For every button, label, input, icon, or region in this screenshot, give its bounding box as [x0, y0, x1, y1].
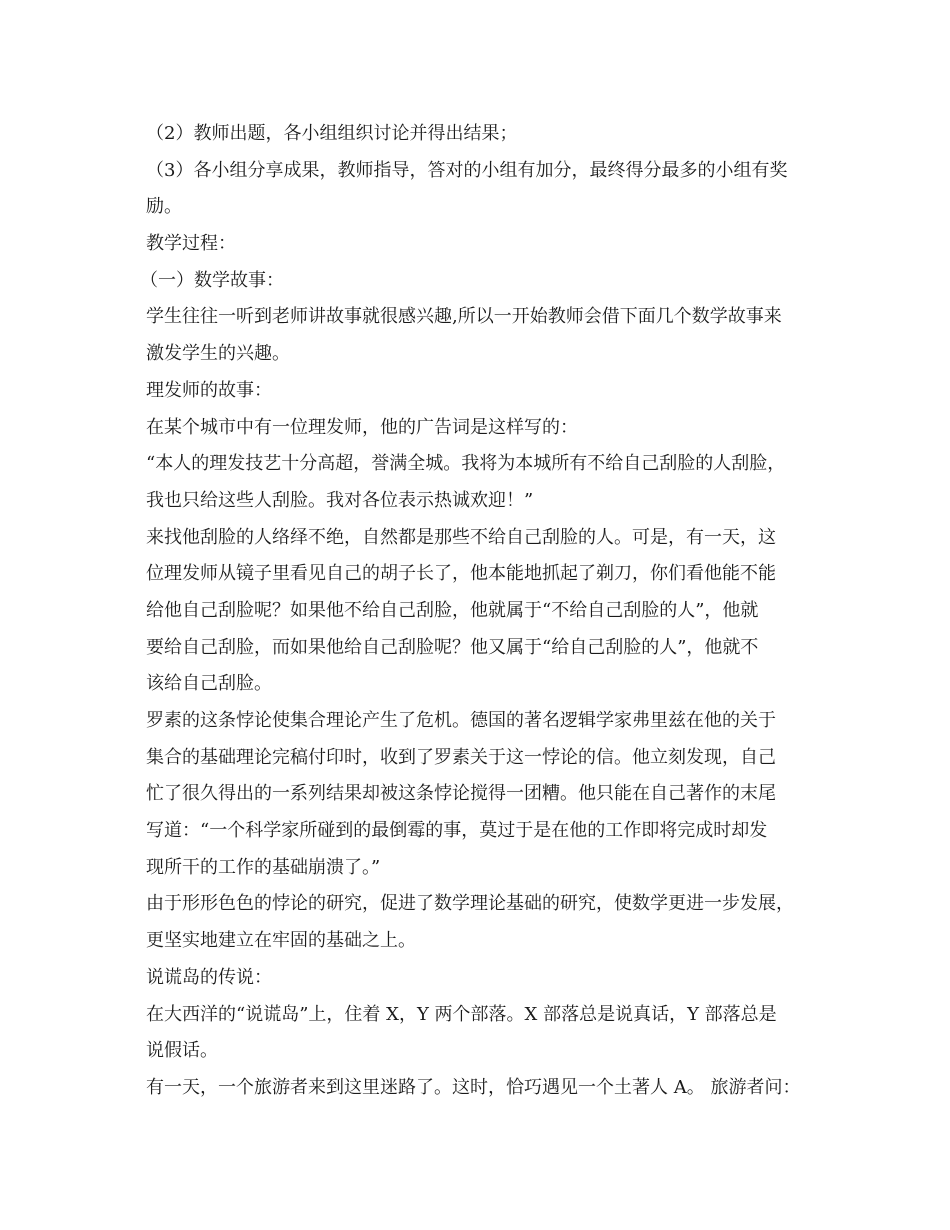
text-line: 该给自己刮脸。: [146, 673, 272, 695]
text-line: 要给自己刮脸，而如果他给自己刮脸呢？他又属于“给自己刮脸的人”，他就不: [146, 636, 759, 658]
text-line: 在大西洋的“说谎岛”上，住着 X，Y 两个部落。X 部落总是说真话，Y 部落总是: [146, 1003, 777, 1025]
text-line: 现所干的工作的基础崩溃了。”: [146, 856, 381, 878]
text-line: 说假话。: [146, 1040, 218, 1062]
text-line: 写道：“一个科学家所碰到的最倒霉的事，莫过于是在他的工作即将完成时却发: [146, 820, 768, 842]
text-line: 位理发师从镜子里看见自己的胡子长了，他本能地抓起了剃刀，你们看他能不能: [146, 563, 776, 585]
text-line: 忙了很久得出的一系列结果却被这条悖论搅得一团糟。他只能在自己著作的末尾: [146, 783, 776, 805]
text-line: 学生往往一听到老师讲故事就很感兴趣,所以一开始教师会借下面几个数学故事来: [146, 306, 782, 328]
text-line: （2）教师出题，各小组组织讨论并得出结果；: [146, 123, 518, 144]
text-line: 有一天，一个旅游者来到这里迷路了。这时，恰巧遇见一个土著人 A。 旅游者问：: [146, 1076, 801, 1098]
text-line: 集合的基础理论完稿付印时，收到了罗素关于这一悖论的信。他立刻发现，自己: [146, 746, 776, 768]
text-line: 在某个城市中有一位理发师，他的广告词是这样写的：: [146, 416, 578, 438]
document-body: [140, 116, 810, 1107]
text-line: 由于形形色色的悖论的研究，促进了数学理论基础的研究，使数学更进一步发展，: [146, 893, 794, 915]
text-line: 激发学生的兴趣。: [146, 343, 290, 365]
text-line: 励。: [146, 196, 182, 218]
section-label: 教学过程：: [146, 233, 236, 255]
quote-line: 我也只给这些人刮脸。我对各位表示热诚欢迎！”: [146, 489, 534, 511]
story-title: 理发师的故事：: [146, 379, 272, 401]
text-line: （3）各小组分享成果，教师指导，答对的小组有加分，最终得分最多的小组有奖: [146, 159, 788, 181]
text-line: 罗素的这条悖论使集合理论产生了危机。德国的著名逻辑学家弗里兹在他的关于: [146, 710, 776, 731]
story-title: 说谎岛的传说：: [146, 966, 272, 988]
text-line: 来找他刮脸的人络绎不绝，自然都是那些不给自己刮脸的人。可是，有一天，这: [146, 526, 776, 548]
section-heading: （一）数学故事：: [140, 269, 284, 291]
quote-line: “本人的理发技艺十分高超，誉满全城。我将为本城所有不给自己刮脸的人刮脸，: [146, 453, 786, 475]
text-line: 更坚实地建立在牢固的基础之上。: [146, 930, 416, 952]
text-line: 给他自己刮脸呢？如果他不给自己刮脸，他就属于“不给自己刮脸的人”，他就: [146, 599, 759, 621]
